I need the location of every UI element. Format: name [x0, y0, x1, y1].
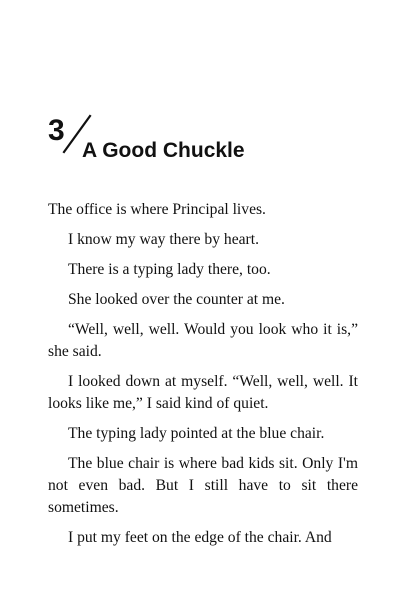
- paragraph: “Well, well, well. Would you look who it is,” she said.: [48, 321, 358, 360]
- paragraph: I put my feet on the edge of the chair. And: [68, 529, 332, 546]
- chapter-header: [48, 114, 368, 174]
- paragraph: There is a typing lady there, too.: [68, 261, 271, 278]
- chapter-title: A Good Chuckle: [82, 139, 245, 162]
- chapter-body: [48, 199, 358, 549]
- paragraph: The typing lady pointed at the blue chair.: [68, 425, 325, 442]
- paragraph: I looked down at myself. “Well, well, well. It looks like me,” I said kind of quiet.: [48, 373, 358, 412]
- chapter-number: 3: [48, 114, 65, 147]
- paragraph: The blue chair is where bad kids sit. Only I'm not even bad. But I still have to sit there sometimes.: [48, 455, 358, 516]
- paragraph: The office is where Principal lives.: [48, 201, 266, 218]
- paragraph: She looked over the counter at me.: [68, 291, 285, 308]
- paragraph: I know my way there by heart.: [68, 231, 259, 248]
